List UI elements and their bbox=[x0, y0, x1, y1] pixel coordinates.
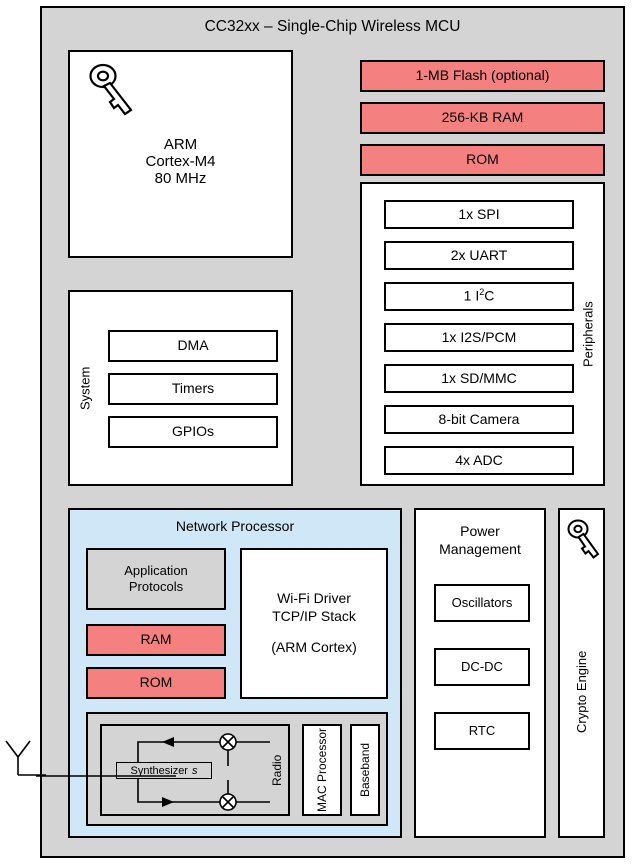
synthesizer-italic: s bbox=[191, 764, 198, 777]
radio-subsystem bbox=[86, 712, 388, 826]
wifi-driver-line-1: Wi-Fi Driver bbox=[277, 590, 351, 607]
peripheral-camera: 8-bit Camera bbox=[384, 405, 574, 434]
antenna-icon bbox=[0, 735, 48, 795]
peripheral-sd-mmc: 1x SD/MMC bbox=[384, 364, 574, 393]
nwp-ram: RAM bbox=[86, 624, 226, 656]
peripheral-i2c: 1 $I^2C$ bbox=[384, 282, 574, 311]
synthesizer-label: Synthesizer bbox=[130, 764, 188, 777]
cpu-line-2: Cortex-M4 bbox=[145, 153, 216, 170]
system-group bbox=[68, 290, 293, 486]
system-group-label: System bbox=[77, 366, 93, 410]
app-protocols-line-1: Application bbox=[124, 562, 188, 578]
page-title: CC32xx – Single-Chip Wireless MCU bbox=[204, 18, 461, 35]
key-icon bbox=[565, 518, 603, 567]
system-timers: Timers bbox=[108, 373, 278, 405]
power-rtc: RTC bbox=[434, 712, 530, 750]
wifi-driver-line-2: TCP/IP Stack bbox=[272, 607, 356, 624]
mac-processor-block: MAC Processor bbox=[302, 724, 342, 816]
power-label-line-1: Power bbox=[460, 523, 500, 539]
power-oscillators: Oscillators bbox=[434, 584, 530, 622]
peripheral-i2s-pcm: 1x I2S/PCM bbox=[384, 323, 574, 352]
cpu-label bbox=[70, 136, 291, 187]
cpu-line-3: 80 MHz bbox=[154, 170, 207, 187]
chip-package bbox=[40, 6, 625, 858]
radio-block bbox=[100, 724, 290, 816]
network-processor-group bbox=[68, 508, 402, 838]
peripheral-adc: 4x ADC bbox=[384, 446, 574, 475]
peripheral-uart: 2x UART bbox=[384, 241, 574, 270]
power-management-label bbox=[416, 522, 544, 558]
baseband-block: Baseband bbox=[350, 724, 380, 816]
peripherals-group bbox=[360, 182, 605, 486]
wifi-driver-block bbox=[240, 548, 388, 699]
network-processor-label: Network Processor bbox=[175, 518, 295, 534]
peripherals-group-label: Peripherals bbox=[580, 301, 596, 367]
antenna-lead-line bbox=[36, 773, 176, 779]
power-management-group bbox=[414, 508, 546, 838]
wifi-driver-line-3: (ARM Cortex) bbox=[271, 639, 357, 656]
radio-label: Radio bbox=[270, 754, 284, 786]
crypto-engine-label: Crypto Engine bbox=[574, 650, 589, 734]
application-protocols bbox=[86, 548, 226, 610]
memory-ram: 256-KB RAM bbox=[360, 102, 605, 134]
cpu-block bbox=[68, 50, 293, 258]
memory-flash: 1-MB Flash (optional) bbox=[360, 60, 605, 92]
crypto-engine-block bbox=[558, 508, 605, 838]
power-dcdc: DC-DC bbox=[434, 648, 530, 686]
cpu-line-1: ARM bbox=[163, 136, 198, 153]
system-dma: DMA bbox=[108, 330, 278, 362]
power-label-line-2: Management bbox=[439, 541, 521, 558]
memory-rom: ROM bbox=[360, 144, 605, 176]
app-protocols-line-2: Protocols bbox=[128, 579, 184, 594]
system-gpios: GPIOs bbox=[108, 416, 278, 448]
key-icon bbox=[84, 62, 140, 125]
peripheral-spi: 1x SPI bbox=[384, 200, 574, 229]
nwp-rom: ROM bbox=[86, 667, 226, 699]
